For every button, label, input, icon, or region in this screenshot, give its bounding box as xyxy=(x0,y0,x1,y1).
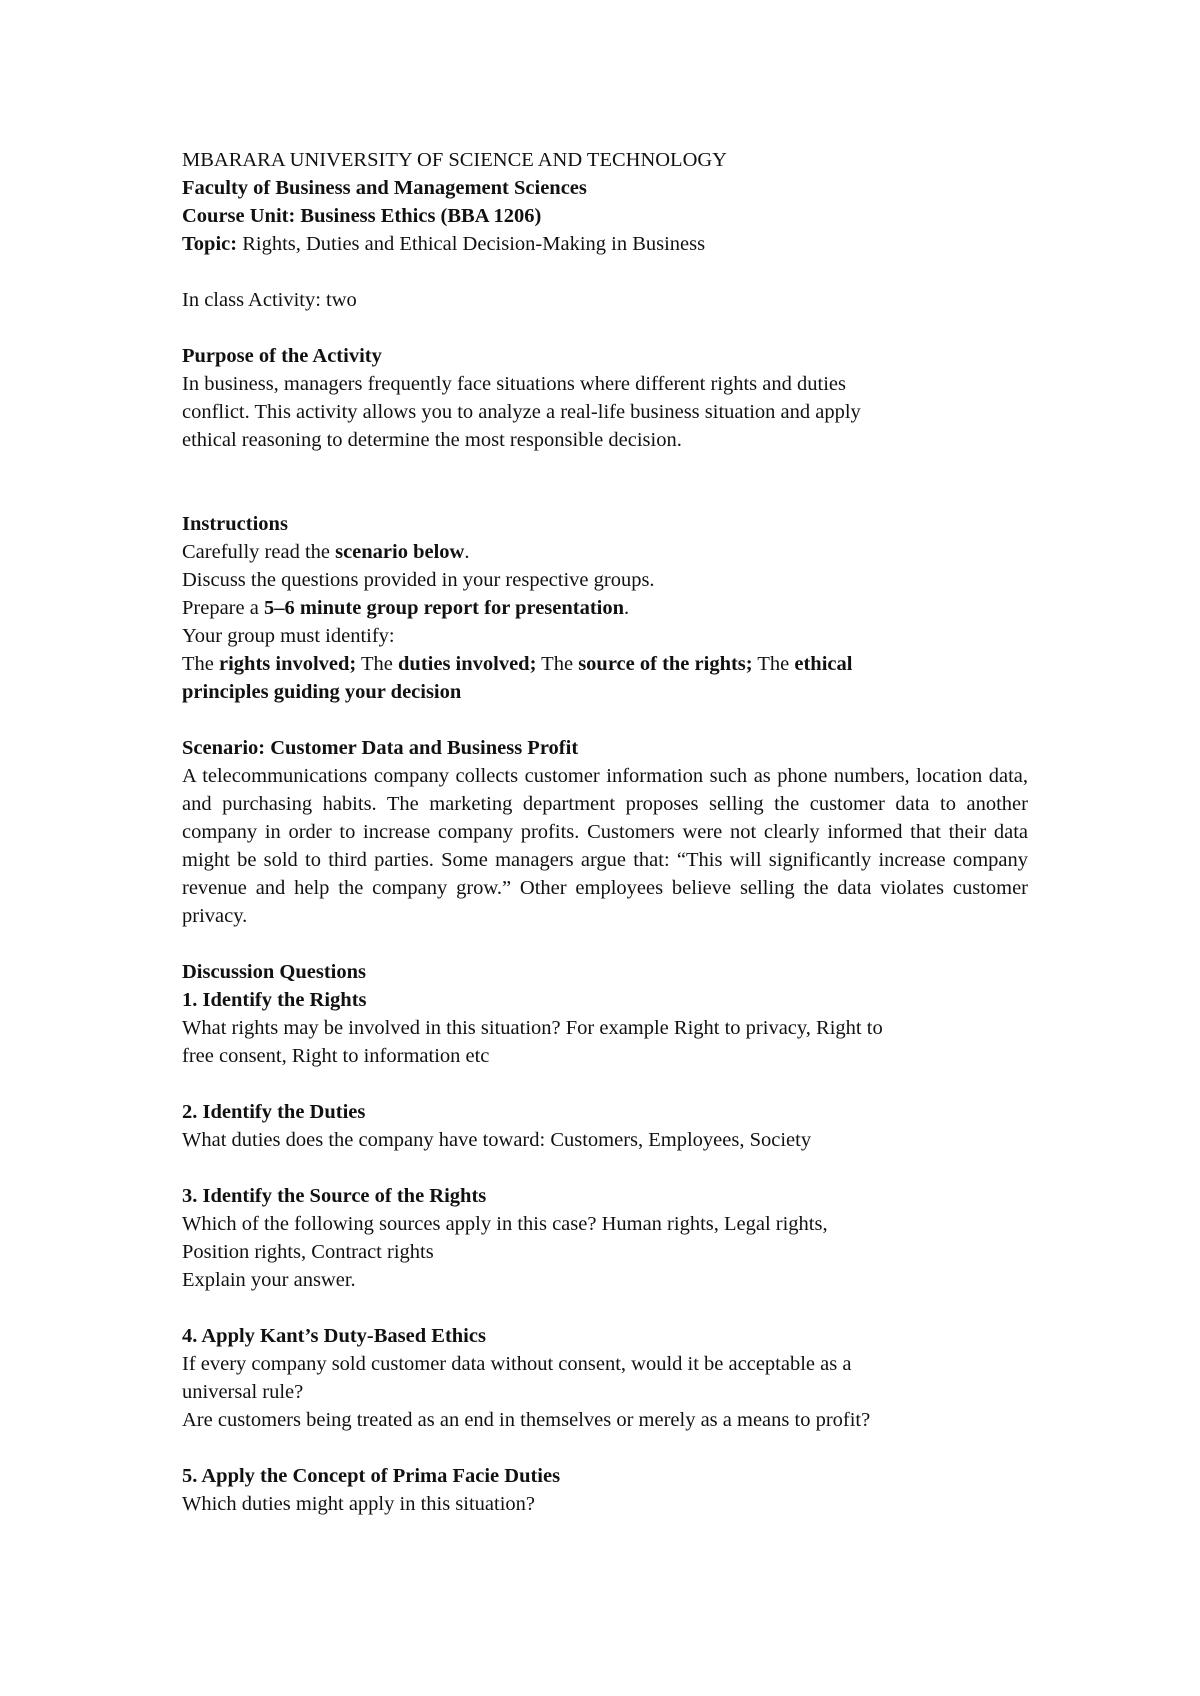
discussion-heading: Discussion Questions xyxy=(182,961,366,983)
topic-line xyxy=(182,230,1028,258)
instruction-line: Your group must identify: xyxy=(182,625,395,647)
instruction-line: principles guiding your decision xyxy=(182,681,462,703)
question-text: free consent, Right to information etc xyxy=(182,1045,490,1067)
topic-label: Topic: xyxy=(182,233,238,255)
activity-line: In class Activity: two xyxy=(182,289,357,311)
question-text: Which duties might apply in this situation? xyxy=(182,1493,536,1515)
instruction-line: Carefully read the scenario below. xyxy=(182,541,470,563)
question-heading: 1. Identify the Rights xyxy=(182,989,367,1011)
instruction-line: Prepare a 5–6 minute group report for presentation. xyxy=(182,597,630,619)
topic-text: Rights, Duties and Ethical Decision-Making in Business xyxy=(237,233,706,255)
instruction-line: The rights involved; The duties involved; The source of the rights; The ethical xyxy=(182,653,853,675)
question-text: Which of the following sources apply in this case? Human rights, Legal rights, xyxy=(182,1213,828,1235)
course-unit: Course Unit: Business Ethics (BBA 1206) xyxy=(182,205,542,227)
question-text: universal rule? xyxy=(182,1381,304,1403)
scenario-body: A telecommunications company collects customer information such as phone numbers, location data, and purchasing habits. The marketing department proposes selling the customer data to another company in order to increase company profits. Customers were not clearly informed that their data might be sold to third parties. Some managers argue that: “This will significantly increase company revenue and help the company grow.” Other employees believe selling the data violates customer privacy. xyxy=(182,765,1028,927)
instruction-line: Discuss the questions provided in your respective groups. xyxy=(182,569,655,591)
question-text: If every company sold customer data without consent, would it be acceptable as a xyxy=(182,1353,852,1375)
question-heading: 3. Identify the Source of the Rights xyxy=(182,1185,487,1207)
purpose-heading: Purpose of the Activity xyxy=(182,345,382,367)
question-text: What rights may be involved in this situation? For example Right to privacy, Right to xyxy=(182,1017,883,1039)
faculty-name: Faculty of Business and Management Sciences xyxy=(182,177,587,199)
question-heading: 5. Apply the Concept of Prima Facie Duties xyxy=(182,1465,561,1487)
question-text: What duties does the company have toward: Customers, Employees, Society xyxy=(182,1129,812,1151)
purpose-line: In business, managers frequently face situations where different rights and duties xyxy=(182,373,846,395)
scenario-heading: Scenario: Customer Data and Business Profit xyxy=(182,737,579,759)
purpose-line: ethical reasoning to determine the most responsible decision. xyxy=(182,429,682,451)
question-heading: 2. Identify the Duties xyxy=(182,1101,366,1123)
question-text: Are customers being treated as an end in themselves or merely as a means to profit? xyxy=(182,1409,871,1431)
document-page xyxy=(182,146,1028,1518)
university-name: MBARARA UNIVERSITY OF SCIENCE AND TECHNOLOGY xyxy=(182,149,727,171)
question-text: Position rights, Contract rights xyxy=(182,1241,434,1263)
question-heading: 4. Apply Kant’s Duty-Based Ethics xyxy=(182,1325,486,1347)
purpose-line: conflict. This activity allows you to analyze a real-life business situation and apply xyxy=(182,401,861,423)
instructions-heading: Instructions xyxy=(182,513,288,535)
question-text: Explain your answer. xyxy=(182,1269,356,1291)
